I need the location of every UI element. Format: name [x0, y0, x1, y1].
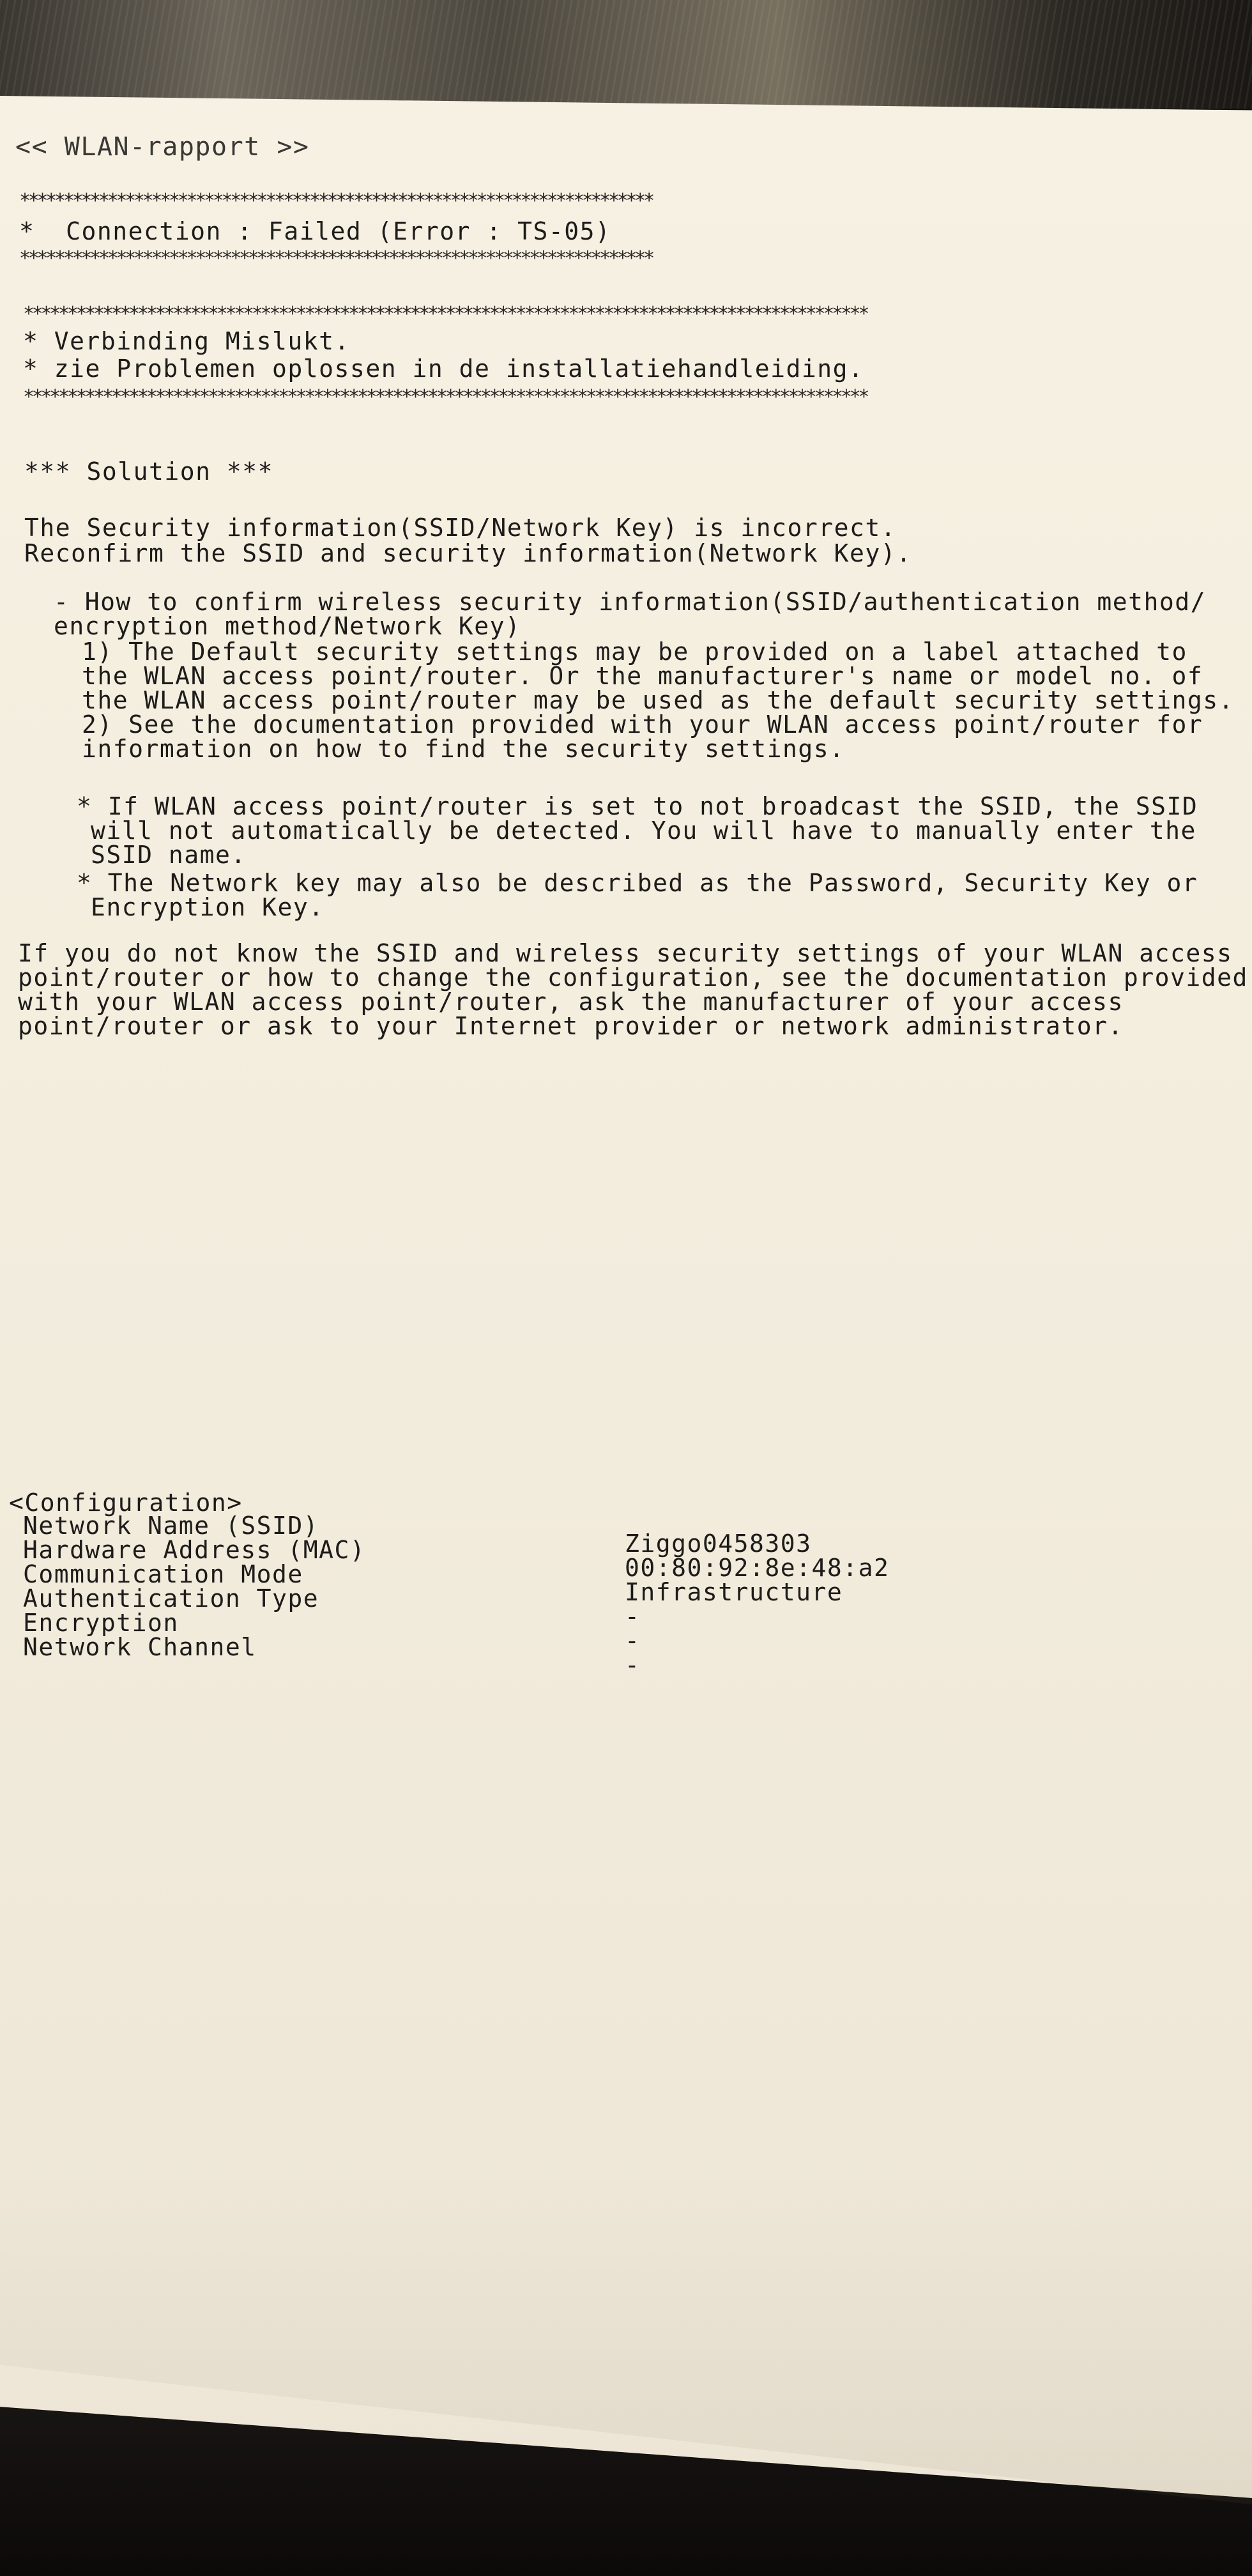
stars-divider: ************************************************************************: [19, 247, 652, 270]
closing-line: point/router or how to change the configuration, see the documentation provided: [18, 963, 1248, 992]
intro-line: The Security information(SSID/Network Key) is incorrect.: [24, 514, 897, 542]
config-value-channel: -: [625, 1651, 641, 1679]
config-value-encryption: -: [625, 1627, 641, 1655]
config-value-mac: 00:80:92:8e:48:a2: [625, 1554, 890, 1582]
config-value-auth: -: [625, 1602, 641, 1630]
config-label-channel: Network Channel: [23, 1633, 257, 1661]
closing-line: If you do not know the SSID and wireless security settings of your WLAN access: [18, 939, 1233, 967]
stars-divider: ************************************************************************************************: [23, 303, 867, 325]
stars-divider: ************************************************************************************************: [23, 386, 867, 408]
howto-heading: - How to confirm wireless security information(SSID/authentication method/: [54, 588, 1206, 616]
report-title: << WLAN-rapport >>: [15, 132, 310, 162]
note-line: * If WLAN access point/router is set to not broadcast the SSID, the SSID: [77, 792, 1198, 820]
howto-line: the WLAN access point/router. Or the manufacturer's name or model no. of: [82, 662, 1203, 690]
note-line: will not automatically be detected. You will have to manually enter the: [91, 816, 1196, 845]
config-label-auth: Authentication Type: [23, 1584, 319, 1613]
note-line: * The Network key may also be described as the Password, Security Key or: [77, 869, 1198, 897]
stars-divider: ************************************************************************: [19, 190, 652, 212]
solution-heading: *** Solution ***: [24, 457, 274, 486]
message-line: * zie Problemen oplossen in de installatiehandleiding.: [23, 355, 864, 383]
config-value-mode: Infrastructure: [625, 1578, 843, 1606]
closing-line: with your WLAN access point/router, ask the manufacturer of your access: [18, 988, 1124, 1016]
howto-step: 1) The Default security settings may be provided on a label attached to: [82, 638, 1187, 666]
howto-line: the WLAN access point/router may be used as the default security settings.: [82, 686, 1234, 714]
howto-line: information on how to find the security settings.: [82, 735, 845, 763]
wlan-report-sheet: [0, 96, 1252, 2498]
config-label-encryption: Encryption: [23, 1609, 179, 1637]
note-line: Encryption Key.: [91, 893, 324, 921]
config-label-mac: Hardware Address (MAC): [23, 1536, 366, 1564]
config-label-ssid: Network Name (SSID): [23, 1512, 319, 1540]
howto-line: encryption method/Network Key): [54, 612, 521, 640]
config-label-mode: Communication Mode: [23, 1560, 303, 1588]
background-top: [0, 0, 1252, 109]
note-line: SSID name.: [91, 841, 247, 869]
configuration-heading: <Configuration>: [9, 1489, 243, 1517]
connection-status: * Connection : Failed (Error : TS-05): [19, 217, 611, 245]
config-value-ssid: Ziggo0458303: [625, 1529, 812, 1558]
closing-line: point/router or ask to your Internet provider or network administrator.: [18, 1012, 1124, 1040]
message-line: * Verbinding Mislukt.: [23, 327, 350, 355]
howto-step: 2) See the documentation provided with your WLAN access point/router for: [82, 710, 1203, 739]
intro-line: Reconfirm the SSID and security information(Network Key).: [24, 539, 912, 567]
